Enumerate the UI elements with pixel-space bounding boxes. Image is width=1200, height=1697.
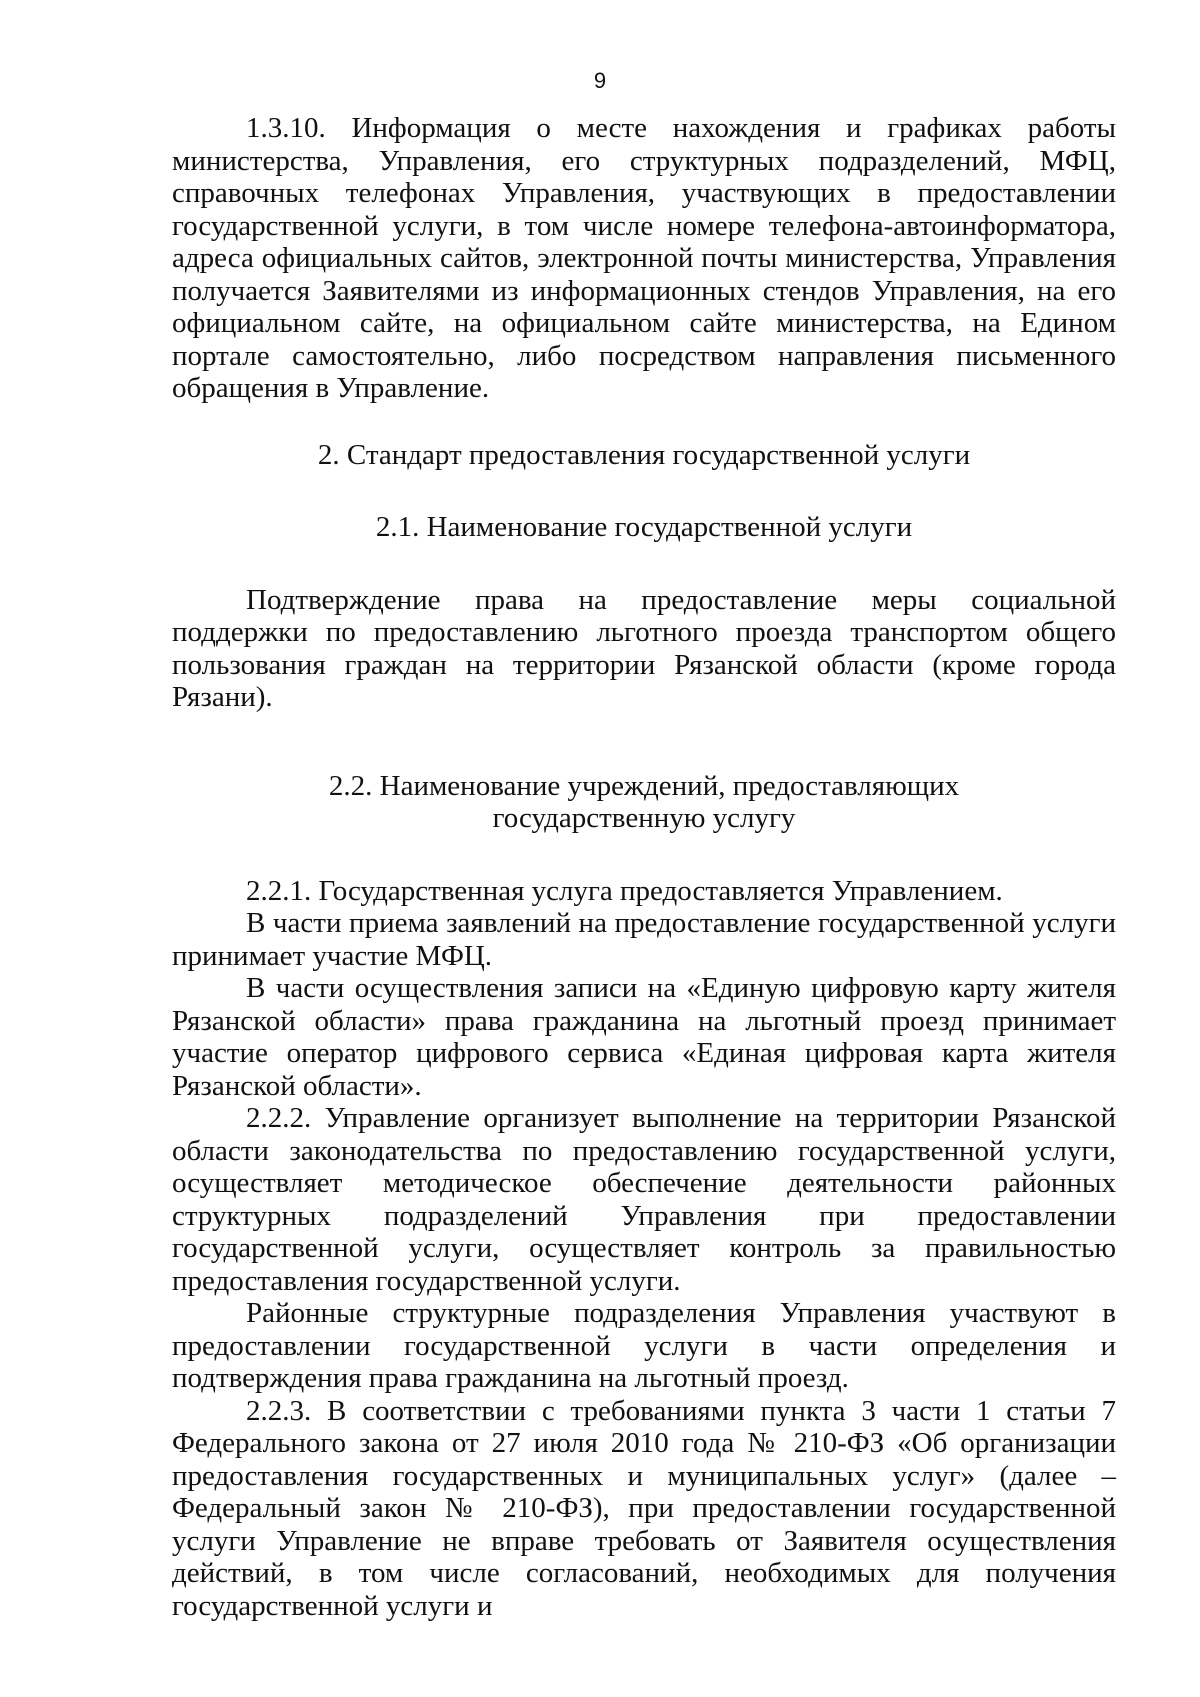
paragraph-1-3-10: 1.3.10. Информация о месте нахождения и графиках работы министерства, Управления, его структурных подразделений, МФЦ, справочных телефонах Управления, участвующих в предоставлении государственной услуги, в том числе номере телефона-автоинформатора, адреса официальных сайтов, электронной почты министерства, Управления получается Заявителями из информационных стендов Управления, на его официальном сайте, на официальном сайте министерства, на Едином портале самостоятельно, либо посредством направления письменного обращения в Управление.: [172, 112, 1116, 404]
spacer: [172, 835, 1116, 875]
page-number: 9: [593, 68, 607, 93]
paragraph-2-2-1-digital-card: В части осуществления записи на «Единую цифровую карту жителя Рязанской области» права гражданина на льготный проезд принимает участие оператор цифрового сервиса «Единая цифровая карта жителя Рязанской области».: [172, 972, 1116, 1102]
paragraph-2-2-3: 2.2.3. В соответствии с требованиями пункта 3 части 1 статьи 7 Федерального закона от 27 июля 2010 года № 210-ФЗ «Об организации предоставления государственных и муниципальных услуг» (далее – Федеральный закон № 210-ФЗ), при предоставлении государственной услуги Управление не вправе требовать от Заявителя осуществления действий, в том числе согласований, необходимых для получения государственной услуги и: [172, 1394, 1116, 1622]
spacer: [172, 471, 1116, 511]
section-heading-2-2-line1: 2.2. Наименование учреждений, предоставляющих: [328, 769, 960, 802]
paragraph-2-2-1: 2.2.1. Государственная услуга предоставляется Управлением.: [246, 874, 1003, 907]
spacer: [172, 544, 1116, 584]
spacer: [172, 714, 1116, 770]
document-body: [172, 112, 1116, 1622]
section-heading-2-2-line2: государственную услугу: [492, 802, 796, 834]
spacer: [172, 405, 1116, 439]
paragraph-2-2-2-district-units: Районные структурные подразделения Управления участвуют в предоставлении государственной услуги в части определения и подтверждения права гражданина на льготный проезд.: [172, 1297, 1116, 1394]
section-heading-2: 2. Стандарт предоставления государственной услуги: [317, 438, 971, 471]
paragraph-2-1-service-name: Подтверждение права на предоставление меры социальной поддержки по предоставлению льготного проезда транспортом общего пользования граждан на территории Рязанской области (кроме города Рязани).: [172, 583, 1116, 713]
paragraph-2-2-1-mfc: В части приема заявлений на предоставление государственной услуги принимает участие МФЦ.: [172, 907, 1116, 972]
section-heading-2-1: 2.1. Наименование государственной услуги: [375, 511, 913, 543]
paragraph-2-2-2: 2.2.2. Управление организует выполнение на территории Рязанской области законодательства по предоставлению государственной услуги, осуществляет методическое обеспечение деятельности районных структурных подразделений Управления при предоставлении государственной услуги, осуществляет контроль за правильностью предоставления государственной услуги.: [172, 1102, 1116, 1297]
